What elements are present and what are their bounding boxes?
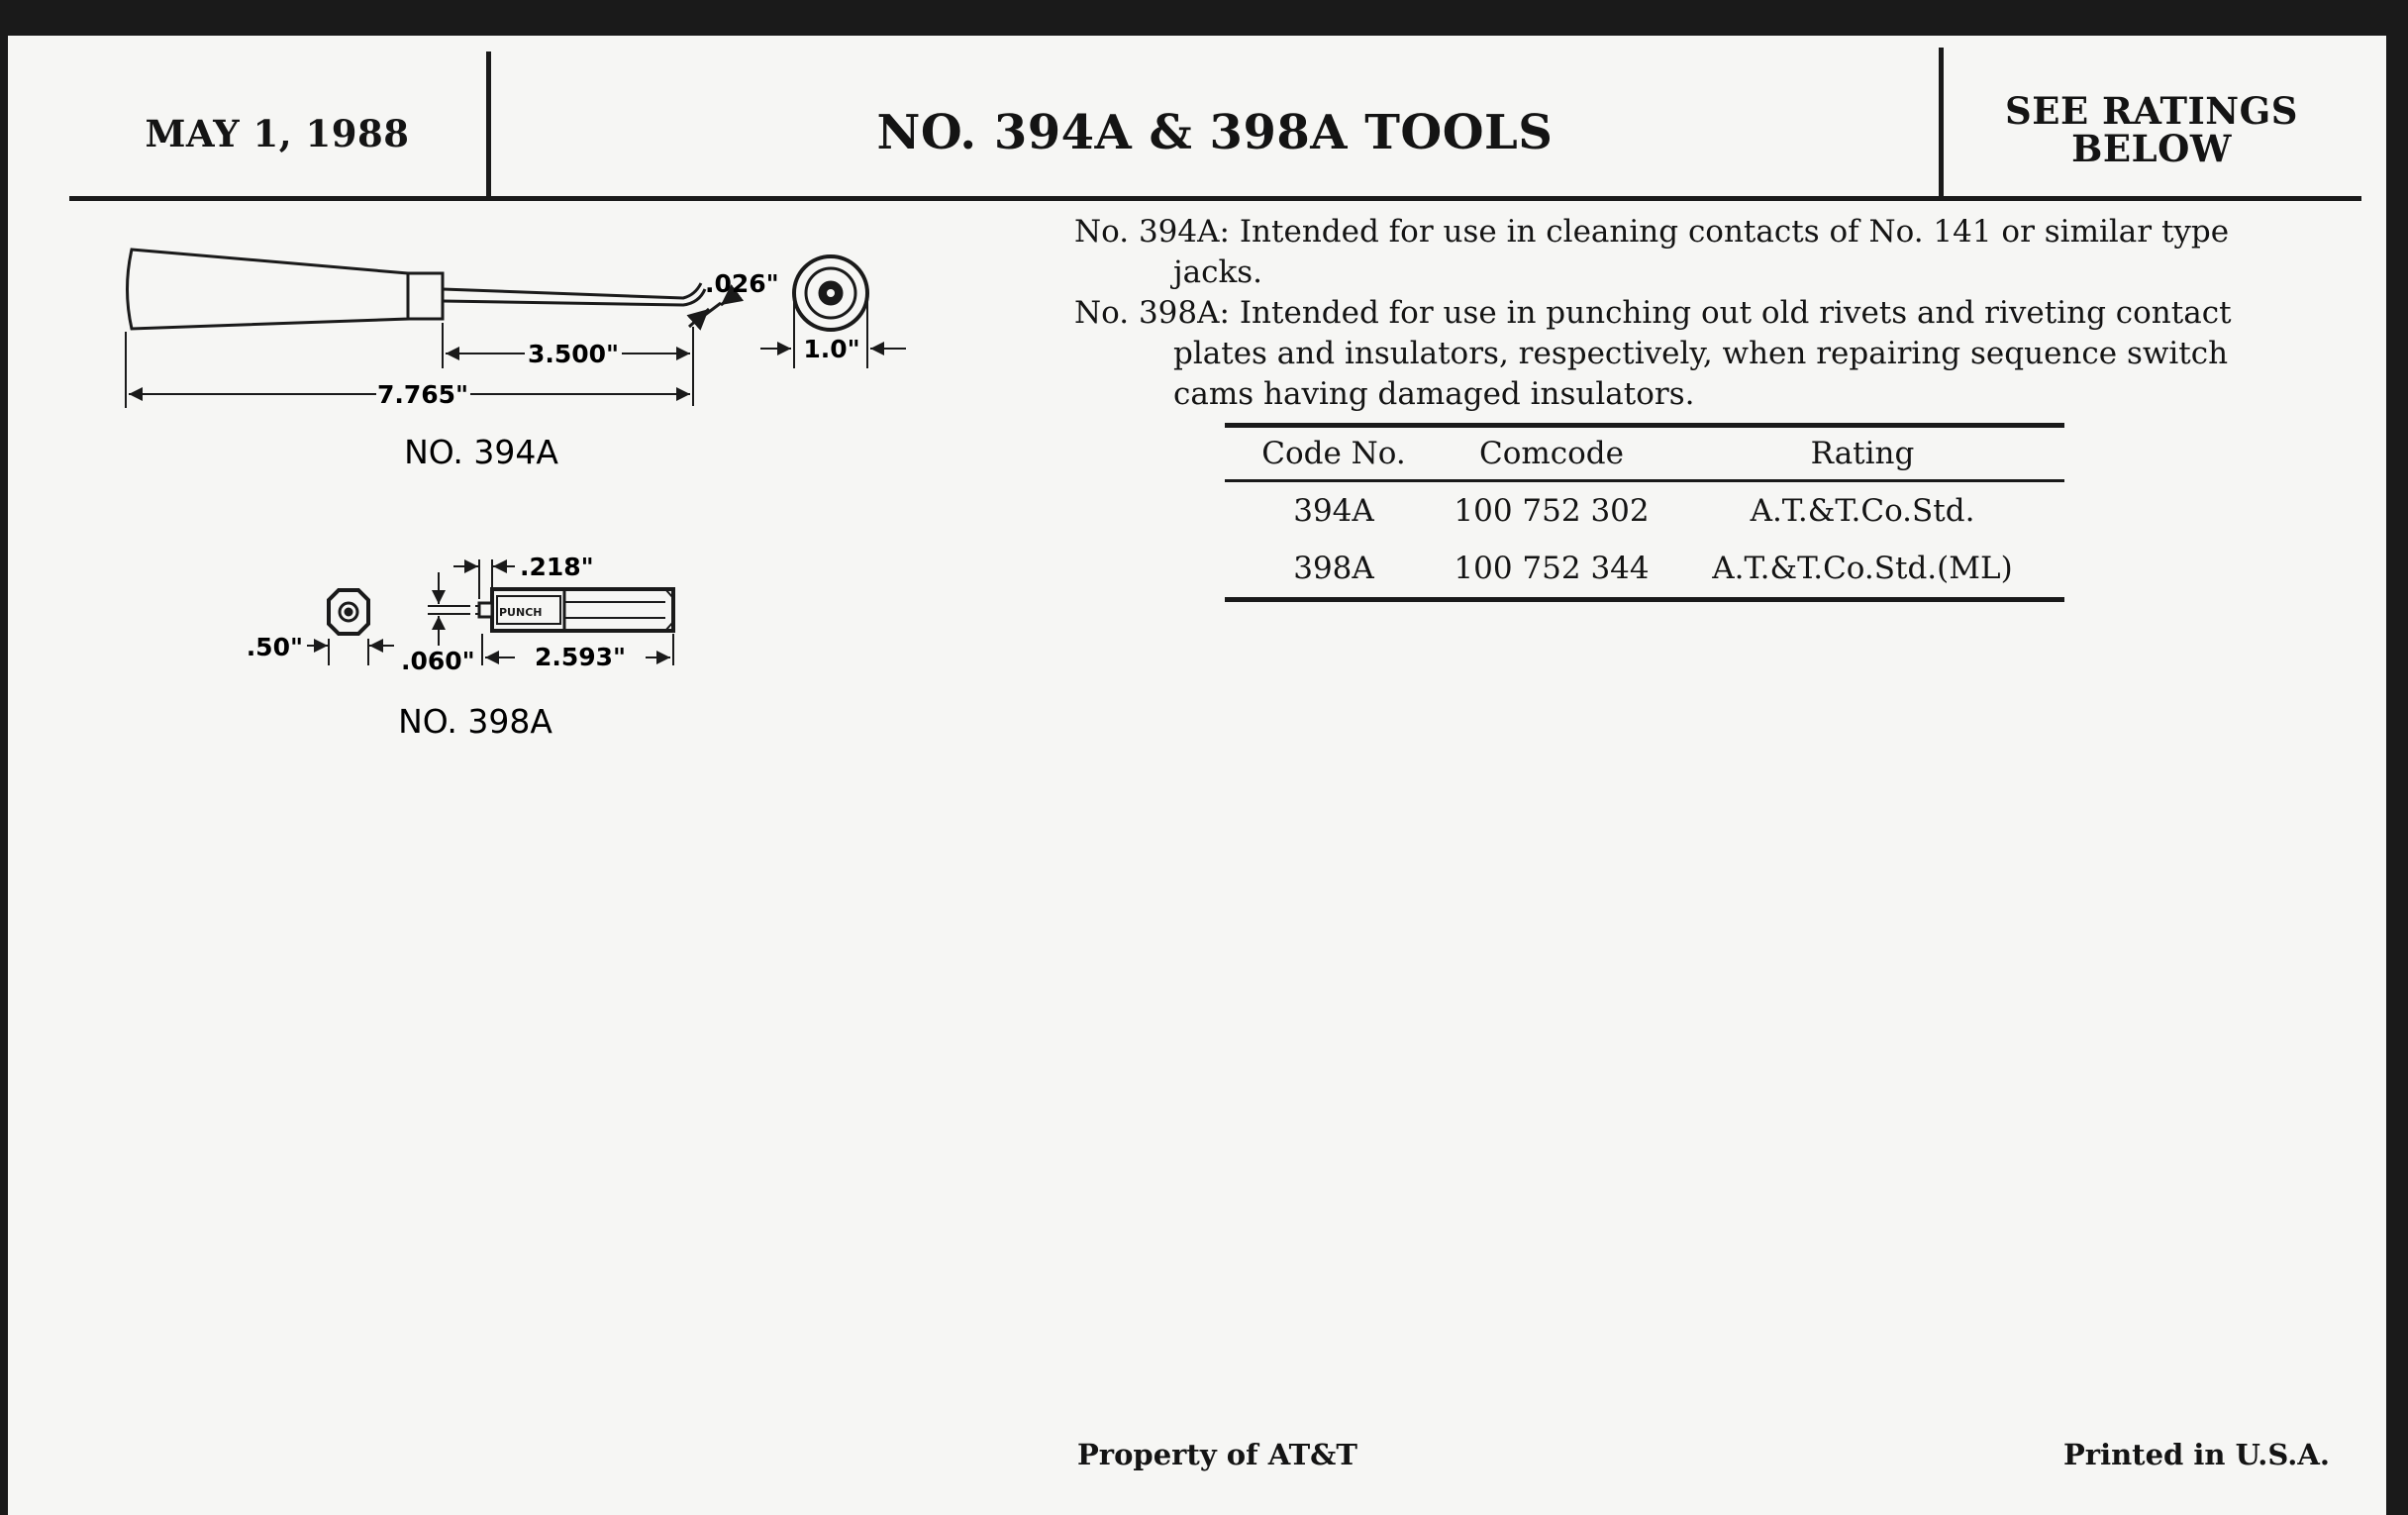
description-text: Intended for use in cleaning contacts of No. 141 or similar type jacks. xyxy=(1173,214,2230,290)
label-394a: NO. 394A xyxy=(404,433,558,471)
cell-comcode: 100 752 302 xyxy=(1454,493,1650,529)
dim-394a-shaft: 3.500" xyxy=(527,340,620,368)
page-title: NO. 394A & 398A TOOLS xyxy=(876,105,1554,160)
cell-rating: A.T.&T.Co.Std.(ML) xyxy=(1712,551,2013,586)
issue-date: MAY 1, 1988 xyxy=(145,112,410,155)
dim-394a-overall: 7.765" xyxy=(376,380,469,409)
column-header-code: Code No. xyxy=(1225,426,1443,481)
footer-property: Property of AT&T xyxy=(1077,1438,1357,1471)
tool-394a-drawing xyxy=(126,250,906,408)
cell-comcode: 100 752 344 xyxy=(1454,551,1650,586)
dim-398a-punch: .218" xyxy=(520,553,594,581)
label-398a: NO. 398A xyxy=(398,702,552,741)
description-lead: No. 394A: xyxy=(1074,214,1230,250)
header-note-line1: SEE RATINGS xyxy=(2005,89,2298,133)
column-header-comcode: Comcode xyxy=(1443,426,1660,481)
dim-394a-diameter: 1.0" xyxy=(803,335,860,363)
header-note-line2: BELOW xyxy=(2071,127,2232,170)
dim-398a-width: .50" xyxy=(246,633,303,661)
dim-394a-tip: .026" xyxy=(705,269,779,298)
description-lead: No. 398A: xyxy=(1074,295,1230,331)
tool-394a-handle xyxy=(128,250,409,329)
cell-code: 394A xyxy=(1293,493,1374,529)
footer-printed: Printed in U.S.A. xyxy=(2063,1438,2330,1471)
cell-rating: A.T.&T.Co.Std. xyxy=(1750,493,1975,529)
dim-398a-gap: .060" xyxy=(401,647,475,675)
tool-398a-stamp: PUNCH xyxy=(499,606,543,619)
tool-394a-ferrule xyxy=(408,273,443,319)
tool-398a-tip xyxy=(479,603,492,617)
tool-394a-shaft xyxy=(443,283,705,305)
description-text: Intended for use in punching out old rivets and riveting contact plates and insulators, respectively, when repairing sequence switch cams having damaged insulators. xyxy=(1173,295,2232,412)
column-header-rating: Rating xyxy=(1660,426,2064,481)
dim-398a-length: 2.593" xyxy=(534,643,627,671)
cell-code: 398A xyxy=(1293,551,1374,586)
